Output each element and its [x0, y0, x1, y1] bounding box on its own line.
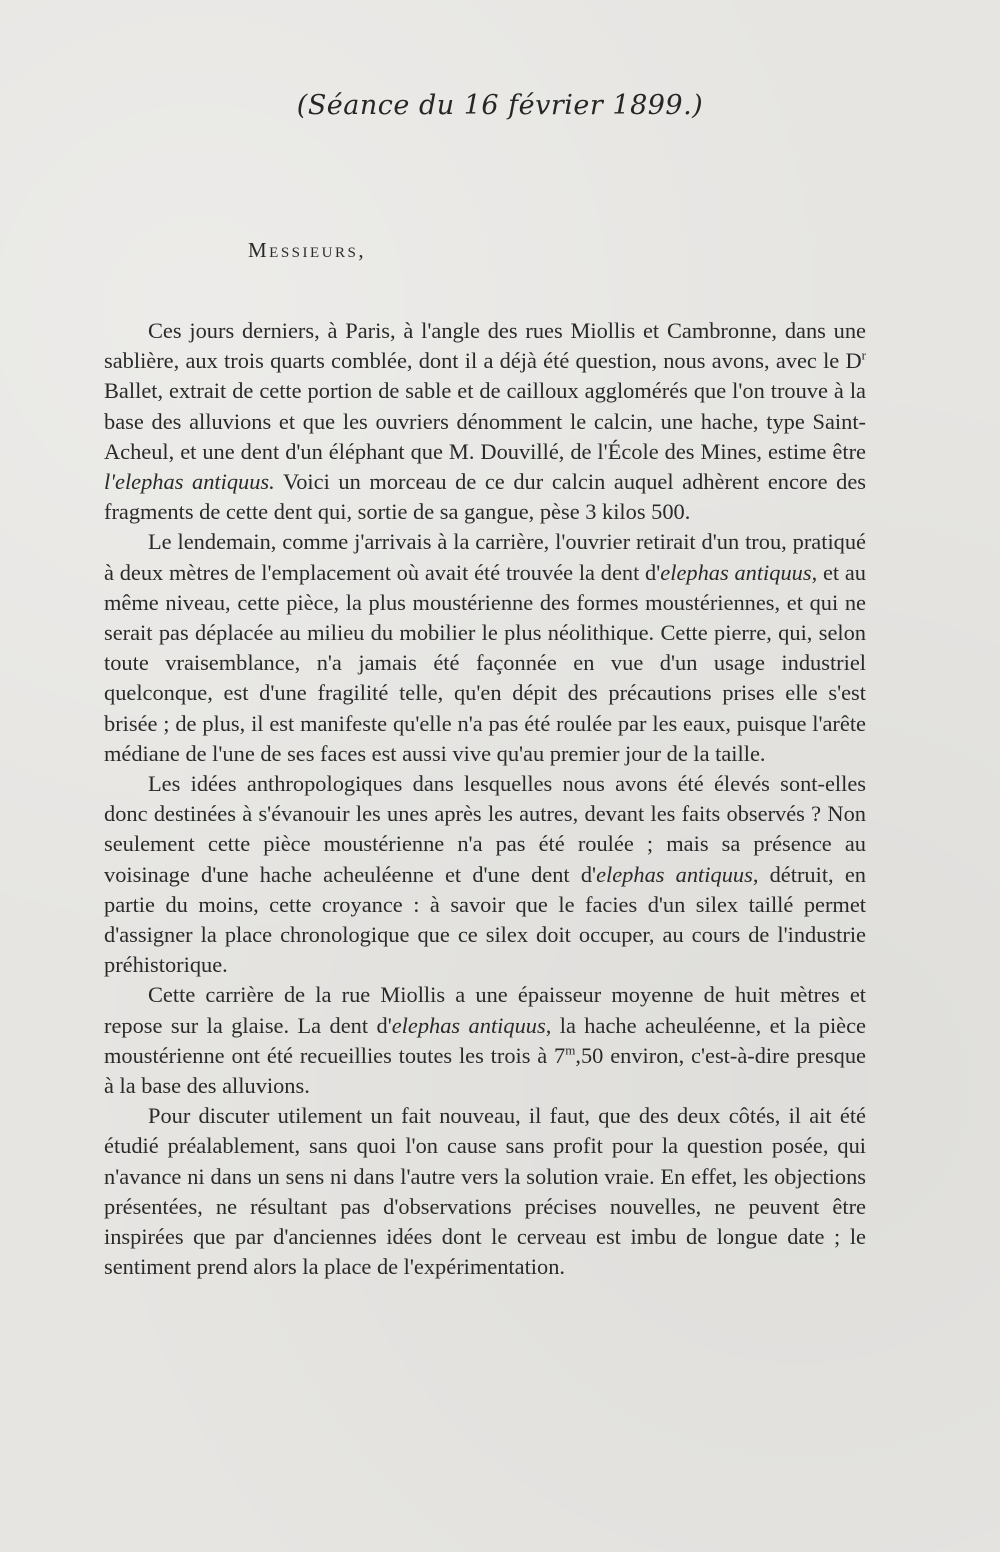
salutation: Messieurs,: [248, 238, 367, 262]
text-segment: Le lendemain, comme j'arrivais à la carrière, l'ouvrier retirait d'un trou, pratiqué à deux mètres de l'emplacement où avait été trouvée la dent d': [104, 529, 866, 585]
superscript: r: [861, 347, 866, 363]
species-name: elephas antiquus: [391, 1012, 546, 1038]
text-segment: Les idées anthropologiques dans lesquelles nous avons été élevés sont-elles donc destinées à s'évanouir les unes après les autres, devant les faits observés ? Non seulement cette pièce moustérienne n'a pas été roulée ; mais sa présence au voisinage d'une hache acheuléenne et d'une dent d': [104, 771, 866, 887]
paragraph: [104, 769, 866, 980]
species-name: l'elephas antiquus.: [104, 469, 275, 495]
paragraph: [104, 316, 866, 527]
text-segment: , la hache acheuléenne, et la pièce moustérienne ont été recueillies toutes les trois à 7: [104, 1012, 866, 1068]
text-segment: Ces jours derniers, à Paris, à l'angle des rues Miollis et Cambronne, dans une sablière, aux trois quarts comblée, dont il a déjà été question, nous avons, avec le D: [104, 318, 866, 374]
text-segment: Voici un morceau de ce dur calcin auquel adhèrent encore des fragments de cette dent qui, sortie de sa gangue, pèse 3 kilos 500.: [104, 469, 866, 525]
superscript: m: [565, 1042, 576, 1058]
paragraph: [104, 1101, 866, 1282]
paragraph: [104, 980, 866, 1101]
text-segment: Cette carrière de la rue Miollis a une épaisseur moyenne de huit mètres et repose sur la glaise. La dent d': [104, 982, 866, 1038]
body-text: [104, 316, 866, 1283]
paragraph: [104, 527, 866, 769]
session-title: (Séance du 16 février 1899.): [296, 90, 704, 121]
text-segment: , et au même niveau, cette pièce, la plus moustérienne des formes moustériennes, et qui ne serait pas déplacée au milieu du mobilier le plus néolithique. Cette pierre, qui, selon toute vraisemblance, n'a jamais été façonnée en vue d'un usage industriel quelconque, est d'une fragilité telle, qu'en dépit des précautions prises elle s'est brisée ; de plus, il est manifeste qu'elle n'a pas été roulée par les eaux, puisque l'arête médiane de l'une de ses faces est aussi vive qu'au premier jour de la taille.: [104, 559, 866, 766]
text-segment: Pour discuter utilement un fait nouveau, il faut, que des deux côtés, il ait été étudié préalablement, sans quoi l'on cause sans profit pour la question posée, qui n'avance ni dans un sens ni dans l'autre vers la solution vraie. En effet, les objections présentées, ne résultant pas d'observations précises nouvelles, ne peuvent être inspirées que par d'anciennes idées dont le cerveau est imbu de longue date ; le sentiment prend alors la place de l'expérimentation.: [104, 1103, 866, 1280]
text-segment: ,50 environ, c'est-à-dire presque à la base des alluvions.: [104, 1042, 866, 1099]
text-segment: Ballet, extrait de cette portion de sable et de cailloux agglomérés que l'on trouve à la base des alluvions et que les ouvriers dénomment le calcin, une hache, type Saint-Acheul, et une dent d'un éléphant que M. Douvillé, de l'École des Mines, estime être: [104, 378, 866, 464]
text-segment: , détruit, en partie du moins, cette croyance : à savoir que le facies d'un silex taillé permet d'assigner la place chronologique que ce silex doit occuper, au cours de l'industrie préhistorique.: [104, 861, 866, 978]
species-name: elephas antiquus: [596, 861, 753, 887]
species-name: elephas antiquus: [660, 559, 812, 585]
